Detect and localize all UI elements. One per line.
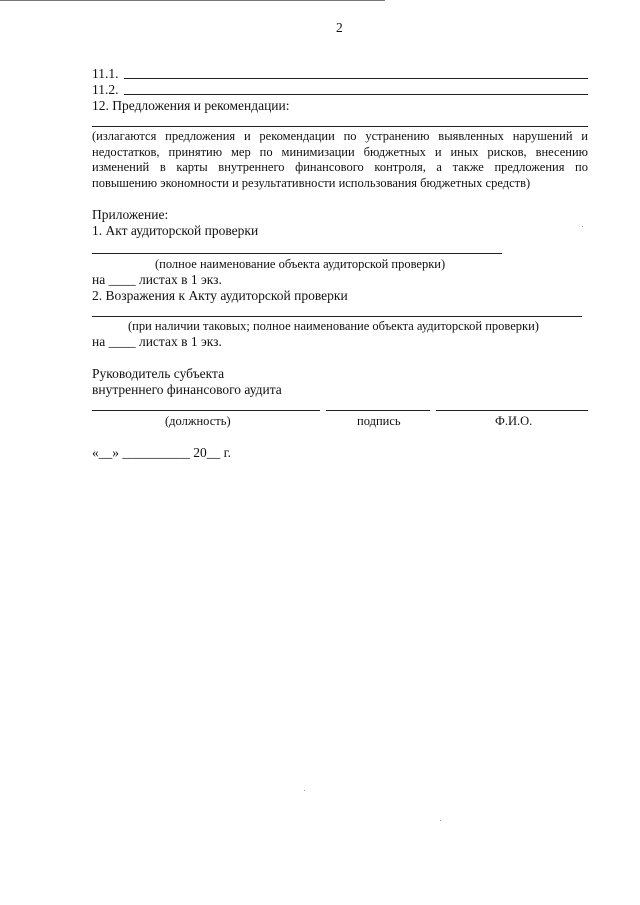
head-title-line-1: Руководитель субъекта — [92, 366, 225, 381]
recommendations-note: (излагаются предложения и рекомендации по устранению выявленных нарушений и недостатков, принятию мер по минимизации бюджетных и иных рисков, внесению изменений в карты внутреннего финансового контроля, а также предложения по повышению экономности и результативности использования бюджетных средств) — [92, 129, 588, 190]
item-11-2-line — [124, 94, 588, 95]
appendix-item-2-hint: (при наличии таковых; полное наименование объекта аудиторской проверки) — [128, 319, 539, 333]
recommendations-line — [92, 126, 588, 127]
scan-speck — [440, 820, 441, 821]
head-title-line-2: внутреннего финансового аудита — [92, 382, 282, 397]
item-12-label: 12. Предложения и рекомендации: — [92, 98, 290, 113]
appendix-item-2-line — [92, 316, 582, 317]
scan-speck — [304, 790, 305, 791]
item-11-1-line — [124, 78, 588, 79]
appendix-item-1-sheets: на ____ листах в 1 экз. — [92, 272, 222, 287]
appendix-item-2-sheets: на ____ листах в 1 экз. — [92, 334, 222, 349]
signature-line — [326, 410, 430, 411]
appendix-heading: Приложение: — [92, 207, 169, 222]
appendix-item-1: 1. Акт аудиторской проверки — [92, 223, 259, 238]
scan-speck — [582, 226, 583, 227]
page-number: 2 — [336, 20, 343, 35]
position-line — [92, 410, 320, 411]
appendix-item-1-hint: (полное наименование объекта аудиторской проверки) — [155, 257, 446, 271]
name-line — [436, 410, 588, 411]
position-label: (должность) — [165, 414, 231, 428]
item-11-2-label: 11.2. — [92, 82, 119, 97]
date-line: «__» __________ 20__ г. — [92, 445, 232, 460]
top-edge-rule — [0, 0, 385, 1]
appendix-item-1-line — [92, 253, 502, 254]
item-11-1-label: 11.1. — [92, 66, 119, 81]
appendix-item-2: 2. Возражения к Акту аудиторской проверки — [92, 288, 348, 303]
signature-label: подпись — [357, 414, 401, 428]
name-label: Ф.И.О. — [495, 414, 533, 428]
